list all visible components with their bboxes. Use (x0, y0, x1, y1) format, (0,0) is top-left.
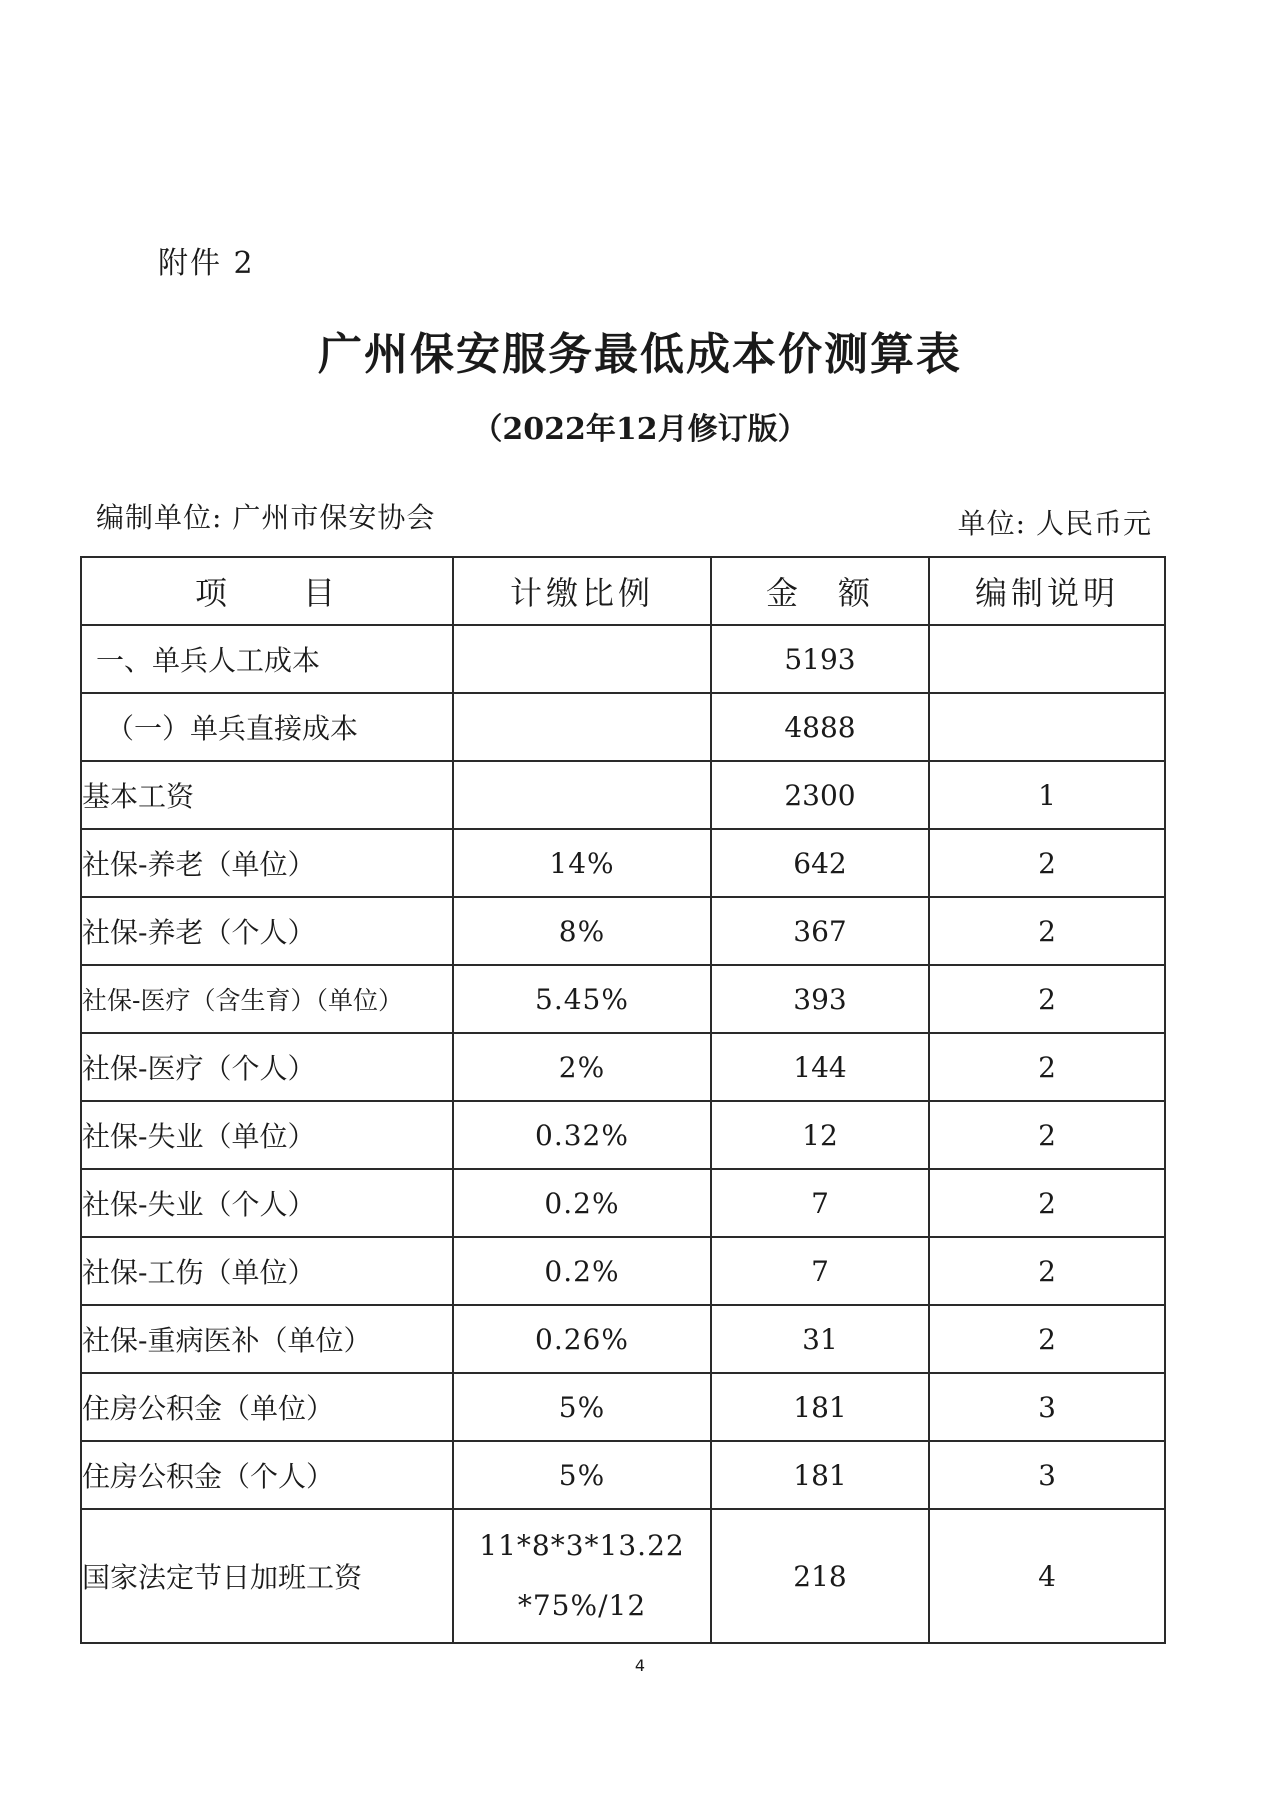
column-header-ratio: 计缴比例 (453, 557, 711, 625)
amount-cell: 7 (711, 1237, 929, 1305)
amount-cell: 642 (711, 829, 929, 897)
note-cell: 2 (929, 1033, 1165, 1101)
table-row (81, 965, 1165, 1033)
table-row (81, 1305, 1165, 1373)
note-cell: 2 (929, 1305, 1165, 1373)
ratio-cell: 2% (453, 1033, 711, 1101)
table-row (81, 693, 1165, 761)
table-row (81, 1373, 1165, 1441)
note-cell: 1 (929, 761, 1165, 829)
note-cell: 3 (929, 1441, 1165, 1509)
amount-cell: 2300 (711, 761, 929, 829)
item-cell: 社保-重病医补（单位） (81, 1305, 453, 1373)
table-row (81, 761, 1165, 829)
item-cell: 社保-失业（单位） (81, 1101, 453, 1169)
note-cell: 2 (929, 1101, 1165, 1169)
ratio-cell (453, 761, 711, 829)
column-header-note: 编制说明 (929, 557, 1165, 625)
table-header-row (81, 557, 1165, 625)
ratio-formula: 11*8*3*13.22*75%/12 (479, 1529, 685, 1622)
table-row (81, 1509, 1165, 1643)
amount-cell: 12 (711, 1101, 929, 1169)
amount-cell: 7 (711, 1169, 929, 1237)
amount-cell: 393 (711, 965, 929, 1033)
note-cell (929, 693, 1165, 761)
ratio-cell (453, 693, 711, 761)
item-cell: 国家法定节日加班工资 (81, 1509, 453, 1643)
note-cell: 2 (929, 1169, 1165, 1237)
table-row (81, 1169, 1165, 1237)
amount-cell: 218 (711, 1509, 929, 1643)
item-cell: 社保-养老（个人） (81, 897, 453, 965)
item-cell: 社保-医疗（个人） (81, 1033, 453, 1101)
cost-table (80, 556, 1166, 1644)
ratio-cell: 0.2% (453, 1169, 711, 1237)
note-cell: 2 (929, 829, 1165, 897)
item-cell: 社保-失业（个人） (81, 1169, 453, 1237)
compiling-unit: 编制单位: 广州市保安协会 (96, 501, 436, 534)
amount-cell: 144 (711, 1033, 929, 1101)
item-cell: 基本工资 (81, 761, 453, 829)
note-cell: 2 (929, 1237, 1165, 1305)
table-row (81, 1441, 1165, 1509)
table-row (81, 1237, 1165, 1305)
table-row (81, 829, 1165, 897)
table-row (81, 897, 1165, 965)
ratio-cell (453, 1509, 711, 1643)
ratio-cell: 0.26% (453, 1305, 711, 1373)
page-number: 4 (634, 1656, 646, 1675)
item-cell: 社保-养老（单位） (81, 829, 453, 897)
amount-cell: 181 (711, 1373, 929, 1441)
amount-cell: 31 (711, 1305, 929, 1373)
item-cell: 住房公积金（个人） (81, 1441, 453, 1509)
note-cell: 4 (929, 1509, 1165, 1643)
item-cell: 社保-工伤（单位） (81, 1237, 453, 1305)
note-cell: 3 (929, 1373, 1165, 1441)
ratio-cell: 0.32% (453, 1101, 711, 1169)
item-cell: 住房公积金（单位） (81, 1373, 453, 1441)
item-cell: 社保-医疗（含生育）（单位） (81, 965, 453, 1033)
amount-cell: 5193 (711, 625, 929, 693)
ratio-cell: 5.45% (453, 965, 711, 1033)
amount-cell: 181 (711, 1441, 929, 1509)
note-cell: 2 (929, 897, 1165, 965)
attachment-label: 附件 2 (158, 246, 255, 281)
amount-cell: 367 (711, 897, 929, 965)
ratio-cell (453, 625, 711, 693)
ratio-cell: 0.2% (453, 1237, 711, 1305)
ratio-cell: 14% (453, 829, 711, 897)
amount-cell: 4888 (711, 693, 929, 761)
ratio-cell: 8% (453, 897, 711, 965)
table-row (81, 625, 1165, 693)
document-subtitle: （2022年12月修订版） (472, 412, 808, 447)
document-title: 广州保安服务最低成本价测算表 (318, 329, 962, 380)
ratio-cell: 5% (453, 1373, 711, 1441)
item-cell: （一）单兵直接成本 (81, 693, 453, 761)
note-cell (929, 625, 1165, 693)
column-header-item: 项 目 (81, 557, 453, 625)
note-cell: 2 (929, 965, 1165, 1033)
table-row (81, 1033, 1165, 1101)
item-cell: 一、单兵人工成本 (81, 625, 453, 693)
ratio-cell: 5% (453, 1441, 711, 1509)
column-header-amount: 金 额 (711, 557, 929, 625)
currency-unit: 单位: 人民币元 (957, 507, 1152, 540)
table-row (81, 1101, 1165, 1169)
